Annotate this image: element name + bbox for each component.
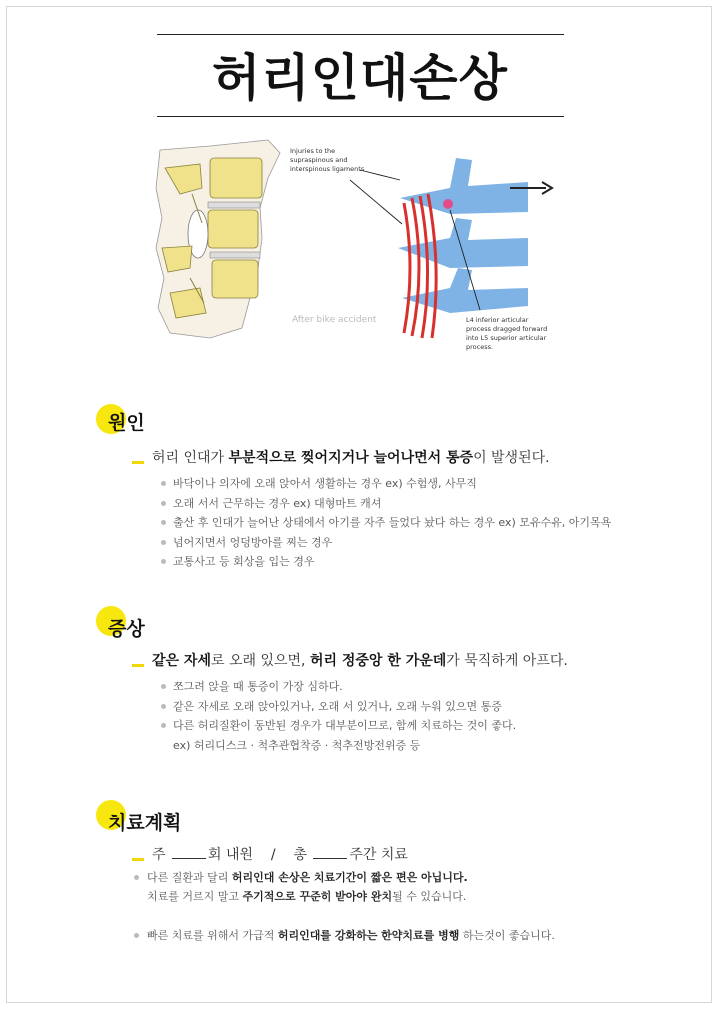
list-item: 다른 허리질환이 동반된 경우가 대부분이므로, 함께 치료하는 것이 좋다. — [160, 716, 516, 736]
list-item: 출산 후 인대가 늘어난 상태에서 아기를 자주 들었다 놨다 하는 경우 ex) 모유수유, 아기목욕 — [160, 513, 611, 533]
ligament-label-line: interspinous ligaments — [290, 165, 365, 173]
section-title: 증상 — [108, 618, 145, 640]
list-item: 넘어지면서 엉덩방아를 찌는 경우 — [160, 533, 611, 553]
plan-note — [132, 926, 555, 945]
list-item: 같은 자세로 오래 앉아있거나, 오래 서 있거나, 오래 누워 있으면 통증 — [160, 697, 516, 717]
lead-emphasis: 부분적으로 찢어지거나 늘어나면서 통증 — [228, 450, 474, 466]
process-label-line: L4 inferior articular — [466, 316, 529, 324]
lead-text: 허리 인대가 — [152, 450, 229, 466]
cause-lead — [132, 447, 550, 467]
plan-text: 총 — [293, 847, 307, 863]
spine-injury-figure — [150, 128, 570, 358]
section-title: 치료계획 — [108, 812, 182, 834]
list-item: 쪼그려 앉을 때 통증이 가장 심하다. — [160, 677, 516, 697]
cause-list — [160, 474, 611, 572]
note-text: 될 수 있습니다. — [392, 890, 467, 903]
plan-note — [132, 868, 555, 887]
ligament-label-line: supraspinous and — [290, 156, 348, 164]
process-label-line: process dragged forward — [466, 325, 548, 333]
plan-text: 주 — [152, 847, 166, 863]
dash-icon — [132, 858, 144, 861]
plan-text: 주간 치료 — [349, 847, 408, 863]
dash-icon — [132, 664, 144, 667]
symptom-lead — [132, 650, 568, 670]
note-emphasis: 허리인대 손상은 치료기간이 짧은 편은 아닙니다. — [231, 871, 468, 884]
weeks-blank[interactable] — [313, 847, 347, 859]
list-item: 바닥이나 의자에 오래 앉아서 생활하는 경우 ex) 수험생, 사무직 — [160, 474, 611, 494]
dash-icon — [132, 461, 144, 464]
process-label-line: process. — [466, 343, 494, 351]
lead-text: 이 발생된다. — [473, 450, 550, 466]
ligament-diagram — [350, 158, 552, 338]
note-text: 치료를 거르지 말고 — [147, 890, 243, 903]
plan-note — [132, 887, 555, 906]
note-text: 빠른 치료를 위해서 가급적 — [147, 929, 278, 942]
lead-text: 가 묵직하게 아프다. — [446, 653, 568, 669]
plan-notes — [132, 868, 555, 945]
visits-blank[interactable] — [172, 847, 206, 859]
ligament-label-line: Injuries to the — [290, 147, 336, 155]
list-item: 오래 서서 근무하는 경우 ex) 대형마트 캐셔 — [160, 494, 611, 514]
note-text: 다른 질환과 달리 — [147, 871, 232, 884]
section-title: 원인 — [108, 412, 145, 434]
page-title: 허리인대손상 — [212, 49, 508, 107]
plan-text: 회 내원 — [207, 847, 254, 863]
lead-emphasis: 허리 정중앙 한 가운데 — [309, 653, 447, 669]
process-label-line: into L5 superior articular — [466, 334, 547, 342]
note-text: 하는것이 좋습니다. — [459, 929, 555, 942]
plan-lead — [132, 844, 408, 864]
list-item: 교통사고 등 회상을 입는 경우 — [160, 552, 611, 572]
figure-caption: After bike accident — [292, 315, 377, 325]
list-item-extra: ex) 허리디스크 · 척추관협착증 · 척추전방전위증 등 — [173, 738, 421, 752]
lead-emphasis: 같은 자세 — [152, 653, 211, 669]
spine-illustration — [156, 140, 280, 338]
symptom-list — [160, 677, 516, 755]
title-top-rule — [157, 34, 564, 35]
plan-separator: / — [270, 847, 276, 863]
note-emphasis: 주기적으로 꾸준히 받아야 완치 — [242, 890, 393, 903]
note-emphasis: 허리인대를 강화하는 한약치료를 병행 — [277, 929, 460, 942]
lead-text: 로 오래 있으면, — [210, 653, 310, 669]
title-bottom-rule — [157, 116, 564, 117]
